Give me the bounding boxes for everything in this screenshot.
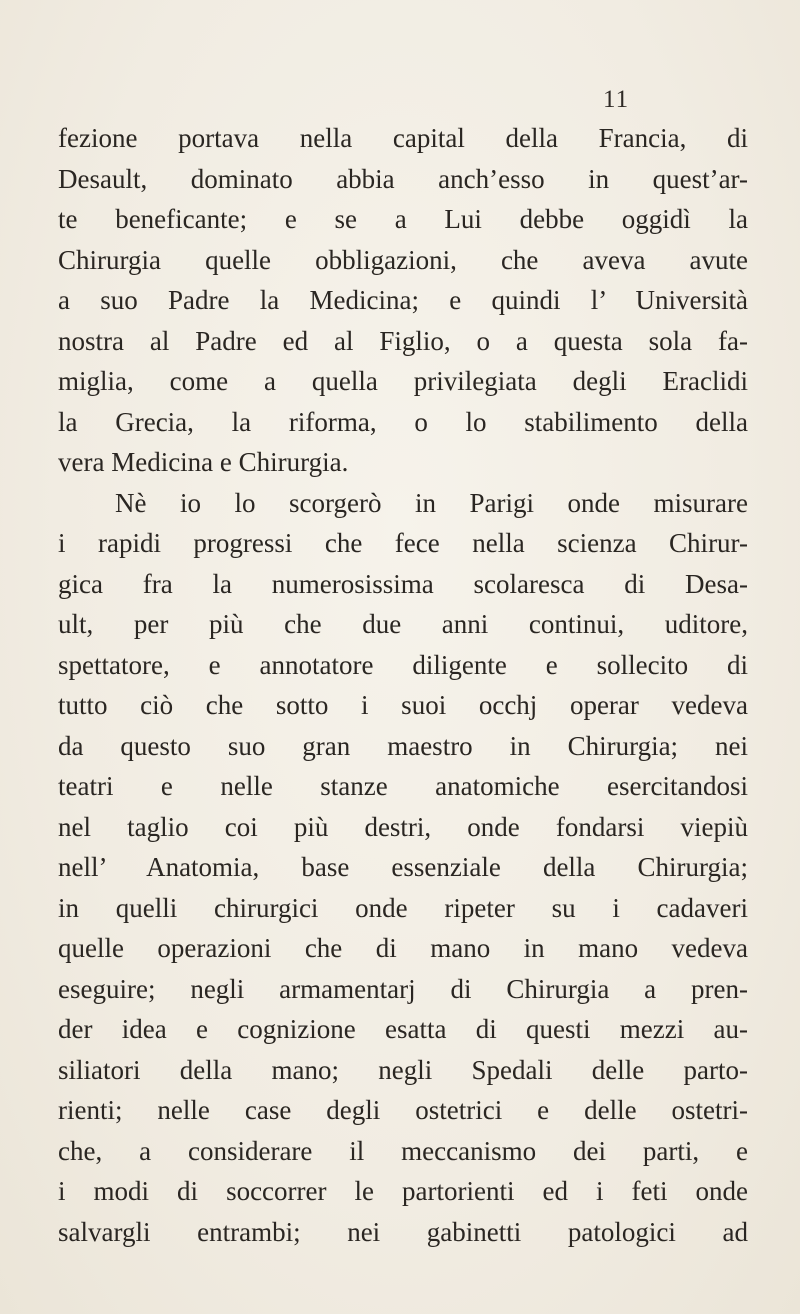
page-number: 11 [603,86,630,113]
text-line: a suo Padre la Medicina; e quindi l’ Università [58,285,748,315]
text-line: ult, per più che due anni continui, uditore, [58,609,748,639]
text-line: nel taglio coi più destri, onde fondarsi viepiù [58,811,748,842]
text-line: der idea e cognizione esatta di questi mezzi au- [58,1014,748,1044]
text-line: siliatori della mano; negli Spedali delle parto- [58,1054,748,1085]
text-line: vera Medicina e Chirurgia. [58,447,349,477]
text-line: teatri e nelle stanze anatomiche esercitandosi [58,771,748,801]
text-line: miglia, come a quella privilegiata degli Eraclidi [58,366,748,396]
text-line: i modi di soccorrer le partorienti ed i feti onde [58,1176,748,1206]
text-line: i rapidi progressi che fece nella scienza Chirur- [58,528,748,558]
text-line: in quelli chirurgici onde ripeter su i cadaveri [58,892,748,923]
text-line: tutto ciò che sotto i suoi occhj operar vedeva [58,690,748,720]
text-line: da questo suo gran maestro in Chirurgia; nei [58,730,748,761]
text-line: fezione portava nella capital della Francia, di [58,123,748,153]
text-line: salvargli entrambi; nei gabinetti patologici ad [58,1216,748,1247]
text-line: nell’ Anatomia, base essenziale della Chirurgia; [58,852,748,882]
text-line: nostra al Padre ed al Figlio, o a questa sola fa- [58,325,748,356]
text-line: Chirurgia quelle obbligazioni, che aveva avute [58,244,748,275]
text-line: te beneficante; e se a Lui debbe oggidì la [58,204,748,234]
text-line: la Grecia, la riforma, o lo stabilimento della [58,406,748,437]
text-line: quelle operazioni che di mano in mano vedeva [58,933,748,963]
body-text [58,118,748,1252]
text-line: eseguire; negli armamentarj di Chirurgia a pren- [58,973,748,1004]
text-line-paragraph-start: Nè io lo scorgerò in Parigi onde misurare [115,487,748,518]
text-line: rienti; nelle case degli ostetrici e delle ostetri- [58,1095,748,1125]
text-line: Desault, dominato abbia anch’esso in quest’ar- [58,163,748,194]
text-line: gica fra la numerosissima scolaresca di Desa- [58,568,748,599]
text-line: che, a considerare il meccanismo dei parti, e [58,1135,748,1166]
text-line: spettatore, e annotatore diligente e sollecito di [58,649,748,680]
